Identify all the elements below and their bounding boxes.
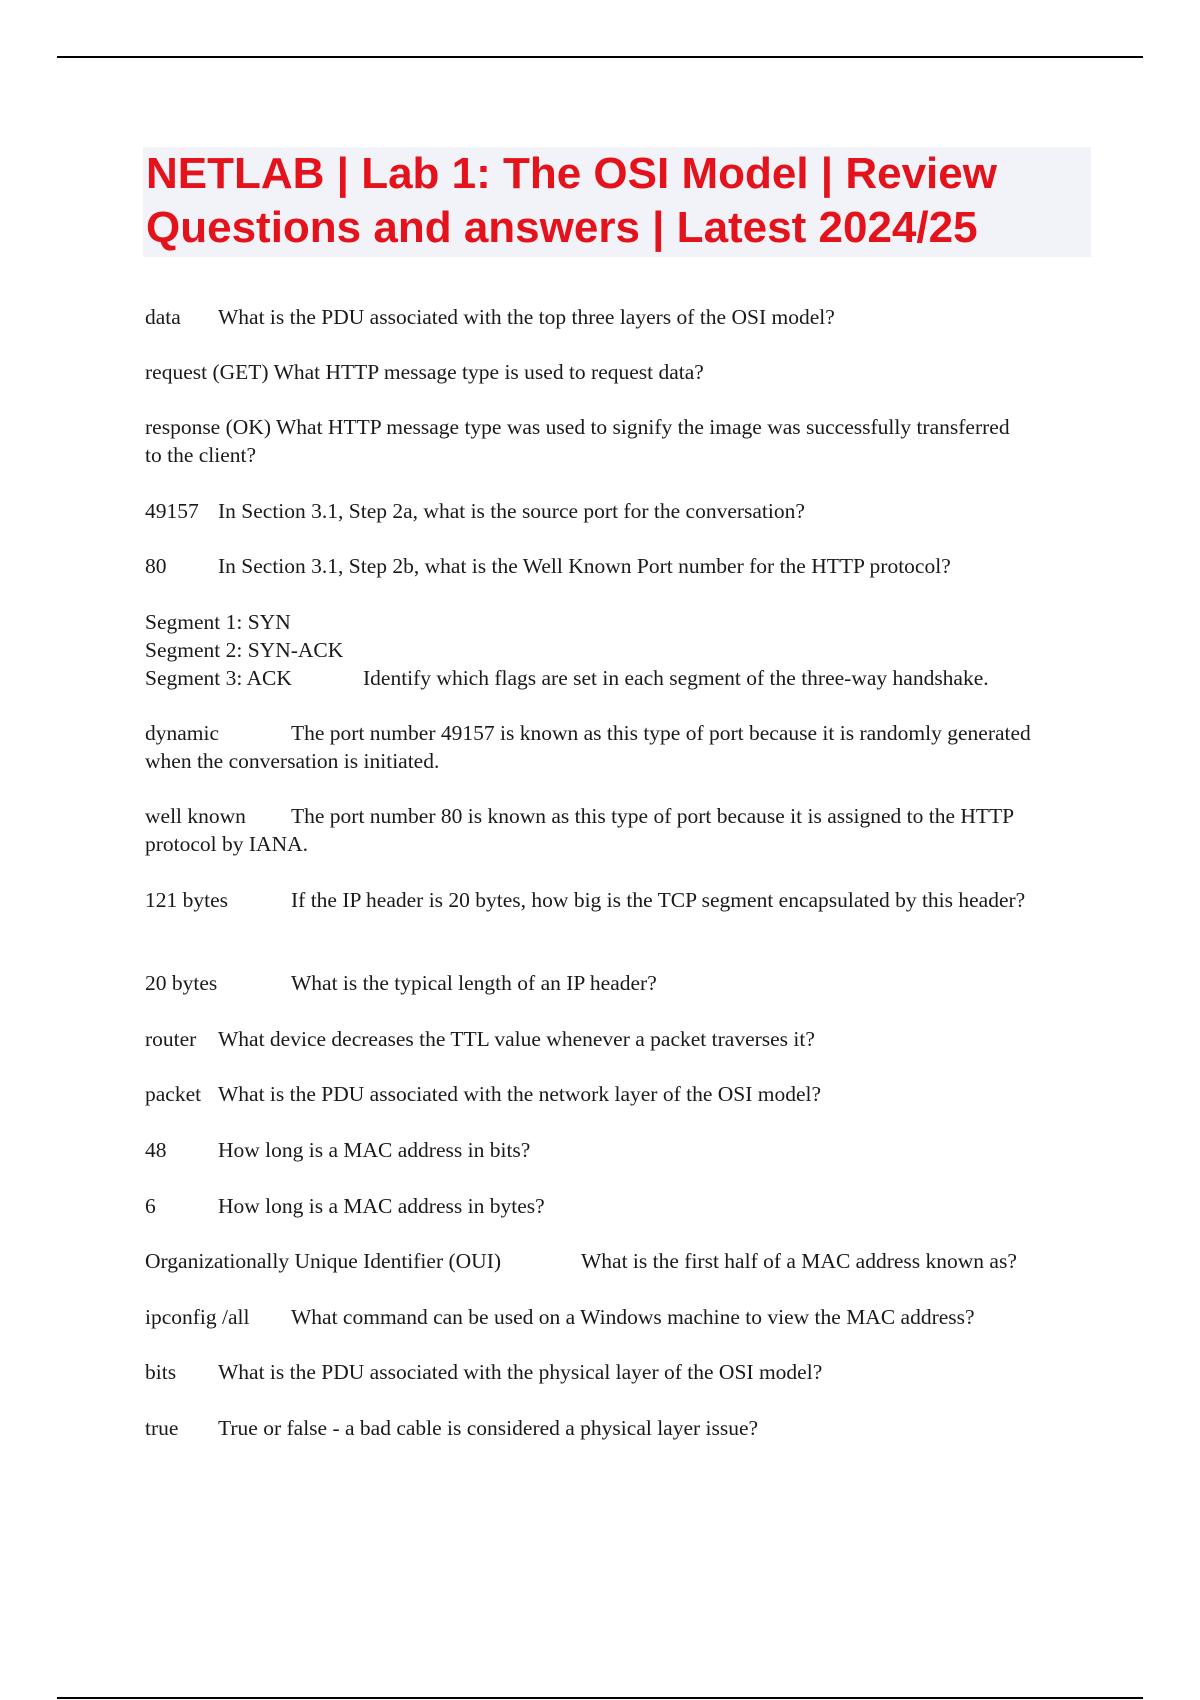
qa-answer: 48 <box>145 1138 167 1162</box>
qa-question: True or false - a bad cable is considered a physical layer issue? <box>218 1416 759 1440</box>
qa-answer: 6 <box>145 1194 156 1218</box>
qa-item <box>145 1414 1085 1442</box>
qa-item <box>145 1080 1085 1108</box>
title-line-1: NETLAB | Lab 1: The OSI Model | Review <box>146 149 997 198</box>
qa-question: Identify which flags are set in each segment of the three-way handshake. <box>363 666 989 690</box>
bottom-rule <box>57 1697 1143 1699</box>
qa-answer: well known <box>145 804 246 828</box>
qa-question: What is the PDU associated with the network layer of the OSI model? <box>218 1082 822 1106</box>
qa-question: How long is a MAC address in bits? <box>218 1138 531 1162</box>
qa-answer: router <box>145 1027 197 1051</box>
qa-answer: request (GET) <box>145 360 269 384</box>
qa-question: What is the typical length of an IP header? <box>291 971 657 995</box>
title-line-2: Questions and answers | Latest 2024/25 <box>146 203 978 252</box>
qa-answer: 49157 <box>145 499 199 523</box>
qa-item <box>145 1358 1085 1386</box>
qa-answer-line: Segment 2: SYN-ACK <box>145 638 344 662</box>
qa-answer: bits <box>145 1360 177 1384</box>
qa-answer: dynamic <box>145 721 220 745</box>
qa-question: What is the first half of a MAC address known as? <box>581 1249 1017 1273</box>
qa-item <box>145 1136 1085 1164</box>
qa-item <box>145 886 1045 914</box>
qa-item <box>145 608 1085 692</box>
qa-answer: response (OK) <box>145 415 271 439</box>
qa-question: How long is a MAC address in bytes? <box>218 1194 545 1218</box>
qa-answer: 121 bytes <box>145 888 229 912</box>
qa-item <box>145 1192 1085 1220</box>
qa-answer: ipconfig /all <box>145 1305 250 1329</box>
qa-item <box>145 497 1085 525</box>
qa-answer: data <box>145 305 181 329</box>
qa-item <box>145 969 1085 997</box>
qa-item <box>145 358 1085 386</box>
qa-question: The port number 49157 is known as this type of port because it is randomly generated when the conversation is initiated. <box>145 721 1031 773</box>
qa-question: If the IP header is 20 bytes, how big is the TCP segment encapsulated by this header? <box>291 888 1026 912</box>
qa-answer: packet <box>145 1082 202 1106</box>
document-title <box>143 147 1091 257</box>
qa-item <box>145 303 1085 331</box>
qa-question: What is the PDU associated with the physical layer of the OSI model? <box>218 1360 823 1384</box>
qa-item <box>145 719 1045 775</box>
qa-answer: true <box>145 1416 179 1440</box>
qa-item <box>145 552 1085 580</box>
qa-question: The port number 80 is known as this type of port because it is assigned to the HTTP protocol by IANA. <box>145 804 1014 856</box>
qa-question: What HTTP message type is used to request data? <box>273 360 704 384</box>
qa-question: In Section 3.1, Step 2a, what is the source port for the conversation? <box>218 499 805 523</box>
qa-item <box>145 413 1025 469</box>
qa-question: What is the PDU associated with the top three layers of the OSI model? <box>218 305 835 329</box>
qa-item <box>145 1025 1085 1053</box>
top-rule <box>57 56 1143 58</box>
qa-answer-line: Segment 3: ACK <box>145 666 292 690</box>
qa-item <box>145 802 1045 858</box>
qa-answer-line: Segment 1: SYN <box>145 610 291 634</box>
qa-answer: 80 <box>145 554 167 578</box>
qa-item <box>145 1303 1085 1331</box>
qa-question: What HTTP message type was used to signify the image was successfully transferred to the client? <box>145 415 1010 467</box>
qa-question: What command can be used on a Windows machine to view the MAC address? <box>291 1305 975 1329</box>
qa-answer: 20 bytes <box>145 971 218 995</box>
qa-question: What device decreases the TTL value whenever a packet traverses it? <box>218 1027 815 1051</box>
qa-answer: Organizationally Unique Identifier (OUI) <box>145 1249 502 1273</box>
qa-question: In Section 3.1, Step 2b, what is the Well Known Port number for the HTTP protocol? <box>218 554 951 578</box>
qa-item <box>145 1247 1085 1275</box>
